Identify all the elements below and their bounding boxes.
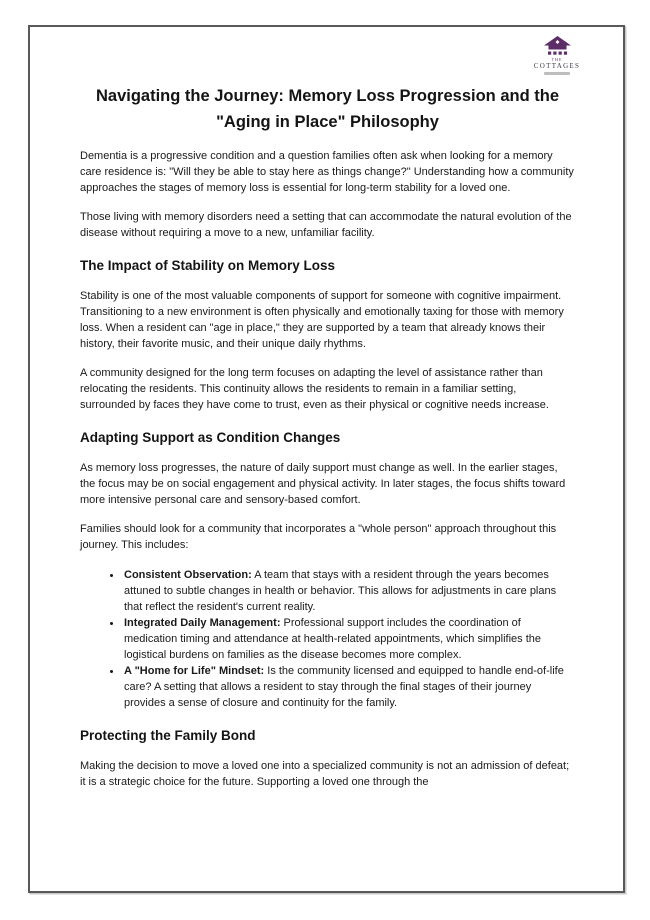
logo-brand-name: COTTAGES — [533, 62, 581, 70]
bullet-label: Consistent Observation: — [124, 569, 252, 581]
document-title — [80, 83, 575, 135]
bullet-item-consistent-observation — [122, 567, 575, 615]
stability-paragraph-1: Stability is one of the most valuable components of support for someone with cognitive impairment. Transitioning to a new environment is often physically and emotionally taxing for those with memory loss. When a resident can "age in place," they are supported by a team that already knows their history, their favorite music, and their unique daily rhythms. — [80, 290, 564, 350]
logo-tagline — [544, 72, 570, 75]
bullet-item-integrated-daily-management — [122, 615, 575, 663]
whole-person-bullet-list — [80, 567, 575, 711]
section-heading-stability: The Impact of Stability on Memory Loss — [80, 258, 336, 273]
intro-paragraph-2: Those living with memory disorders need a setting that can accommodate the natural evolution of the disease without requiring a move to a new, unfamiliar facility. — [80, 211, 572, 239]
bullet-text: Professional support includes the coordination of medication timing and attendance at health-related appointments, which simplifies the logistical burdens on families as the disease becomes more complex. — [124, 617, 542, 661]
bullet-text: A team that stays with a resident through the years becomes attuned to subtle changes in health or behavior. This allows for adjustments in care plans that reflect the resident's current reality. — [124, 569, 557, 613]
document-title-line1: Navigating the Journey: Memory Loss Progression and the — [95, 87, 559, 105]
family-bond-paragraph-1: Making the decision to move a loved one into a specialized community is not an admission of defeat; it is a strategic choice for the future. Supporting a loved one through the — [80, 760, 570, 788]
cottage-house-icon — [544, 36, 571, 56]
adapting-paragraph-2: Families should look for a community that incorporates a "whole person" approach throughout this journey. This includes: — [80, 523, 557, 551]
bullet-label: Integrated Daily Management: — [124, 617, 281, 629]
cottages-logo — [529, 36, 585, 75]
stability-paragraph-2: A community designed for the long term focuses on adapting the level of assistance rather than relocating the residents. This continuity allows the residents to remain in a familiar setting, surrounded by faces they have come to trust, even as their physical or cognitive needs increase. — [80, 367, 549, 411]
document-title-line2: "Aging in Place" Philosophy — [216, 113, 439, 131]
section-heading-family-bond: Protecting the Family Bond — [80, 728, 256, 743]
logo-brand-the: THE — [551, 57, 563, 62]
section-heading-adapting: Adapting Support as Condition Changes — [80, 430, 341, 445]
bullet-label: A "Home for Life" Mindset: — [124, 665, 265, 677]
document-page — [28, 25, 625, 893]
page-content — [30, 27, 623, 790]
bullet-text: Is the community licensed and equipped to handle end-of-life care? A setting that allows a resident to stay through the final stages of their journey provides a sense of closure and continuity for the family. — [124, 665, 564, 709]
bullet-item-home-for-life-mindset — [122, 663, 575, 711]
adapting-paragraph-1: As memory loss progresses, the nature of daily support must change as well. In the earlier stages, the focus may be on social engagement and physical activity. In later stages, the focus shifts toward more intensive personal care and sensory-based comfort. — [80, 462, 566, 506]
intro-paragraph-1: Dementia is a progressive condition and a question families often ask when looking for a memory care residence is: "Will they be able to stay here as things change?" Understanding how a community approaches the stages of memory loss is essential for long-term stability for a loved one. — [80, 150, 574, 194]
